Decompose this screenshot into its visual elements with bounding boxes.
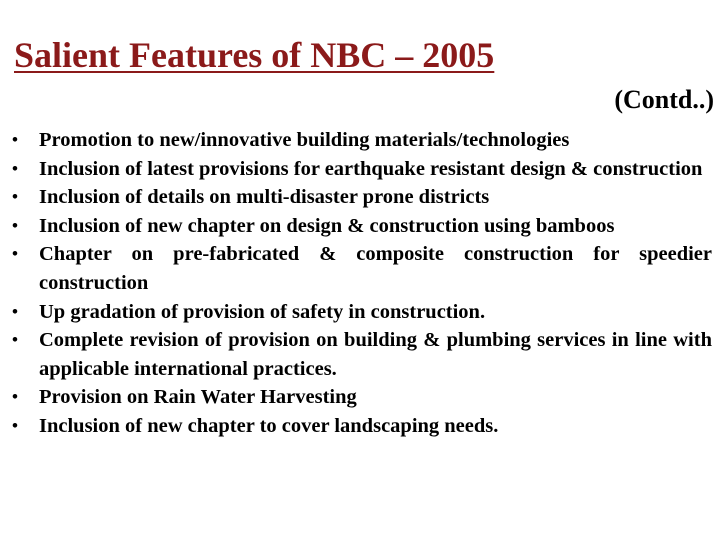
list-item xyxy=(12,240,712,297)
list-item-text: Inclusion of new chapter on design & construction using bamboos xyxy=(39,214,615,237)
continued-label: (Contd..) xyxy=(614,85,714,114)
list-item-text: Chapter on pre-fabricated & composite construction for speedier construction xyxy=(39,243,712,294)
list-item-text: Inclusion of new chapter to cover landscaping needs. xyxy=(39,414,499,437)
list-item xyxy=(12,155,712,184)
list-item xyxy=(12,412,712,441)
bullet-icon: • xyxy=(12,187,18,207)
list-item-text: Promotion to new/innovative building materials/technologies xyxy=(39,129,570,151)
list-item-text: Inclusion of details on multi-disaster prone districts xyxy=(39,186,490,209)
bullet-icon: • xyxy=(12,330,18,350)
list-item xyxy=(12,183,712,212)
list-item-text: Inclusion of latest provisions for earthquake resistant design & construction xyxy=(39,157,703,180)
list-item xyxy=(12,298,712,327)
slide-title: Salient Features of NBC – 2005 xyxy=(14,35,495,75)
list-item xyxy=(12,383,712,412)
list-item xyxy=(12,126,712,155)
bullet-icon: • xyxy=(12,130,18,149)
bullet-icon: • xyxy=(12,387,18,407)
feature-list xyxy=(12,126,712,441)
bullet-icon: • xyxy=(12,301,18,321)
bullet-icon: • xyxy=(12,215,18,235)
list-item xyxy=(12,326,712,383)
bullet-icon: • xyxy=(12,244,18,264)
list-item-text: Up gradation of provision of safety in construction. xyxy=(39,300,486,323)
bullet-icon: • xyxy=(12,415,18,435)
list-item xyxy=(12,212,712,241)
list-item-text: Complete revision of provision on building & plumbing services in line with applicable international practices. xyxy=(39,329,712,380)
list-item-text: Provision on Rain Water Harvesting xyxy=(39,386,357,409)
bullet-icon: • xyxy=(12,158,18,178)
